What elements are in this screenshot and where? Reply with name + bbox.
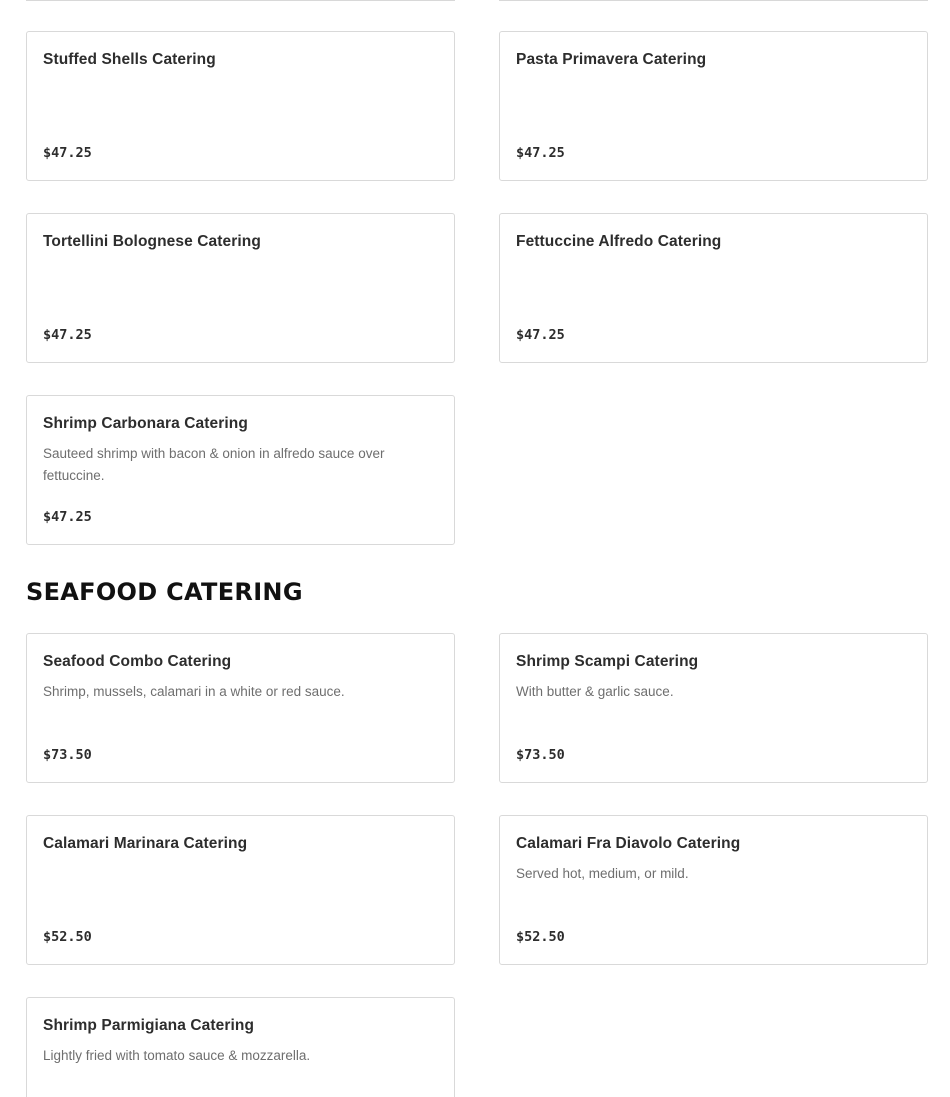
menu-item-description: Shrimp, mussels, calamari in a white or red sauce. (43, 684, 345, 699)
menu-item-price: $47.25 (516, 145, 565, 161)
menu-item-price: $47.25 (43, 327, 92, 343)
menu-item-name: Shrimp Scampi Catering (516, 653, 699, 670)
section-title-seafood: SEAFOOD CATERING (26, 578, 303, 606)
menu-item-card-stuffed-shells[interactable] (26, 31, 455, 181)
menu-item-name: Shrimp Parmigiana Catering (43, 1017, 255, 1034)
menu-item-card-calamari-marinara[interactable] (26, 815, 455, 965)
menu-item-name: Pasta Primavera Catering (516, 51, 707, 68)
menu-item-price: $73.50 (516, 747, 565, 763)
menu-item-price: $47.25 (516, 327, 565, 343)
divider (499, 0, 928, 1)
menu-item-card-tortellini-bolognese[interactable] (26, 213, 455, 363)
menu-item-card-seafood-combo[interactable] (26, 633, 455, 783)
menu-item-description: Lightly fried with tomato sauce & mozzarella. (43, 1048, 311, 1063)
menu-item-price: $52.50 (43, 929, 92, 945)
menu-item-card-fettuccine-alfredo[interactable] (499, 213, 928, 363)
menu-item-description: Served hot, medium, or mild. (516, 866, 689, 881)
menu-item-card-shrimp-parmigiana[interactable] (26, 997, 455, 1097)
menu-item-card-pasta-primavera[interactable] (499, 31, 928, 181)
menu-item-description: With butter & garlic sauce. (516, 684, 674, 699)
menu-item-name: Fettuccine Alfredo Catering (516, 233, 722, 250)
menu-item-card-shrimp-scampi[interactable] (499, 633, 928, 783)
menu-item-description: Sauteed shrimp with bacon & onion in alfredo sauce over fettuccine. (43, 446, 385, 483)
menu-item-name: Calamari Marinara Catering (43, 835, 248, 852)
menu-item-card-calamari-fra-diavolo[interactable] (499, 815, 928, 965)
menu-item-price: $52.50 (516, 929, 565, 945)
menu-item-name: Tortellini Bolognese Catering (43, 233, 261, 250)
menu-item-name: Shrimp Carbonara Catering (43, 415, 248, 432)
menu-item-price: $47.25 (43, 509, 92, 525)
divider (26, 0, 455, 1)
menu-item-name: Stuffed Shells Catering (43, 51, 216, 68)
menu-item-name: Calamari Fra Diavolo Catering (516, 835, 741, 852)
menu-item-price: $73.50 (43, 747, 92, 763)
menu-item-card-shrimp-carbonara[interactable] (26, 395, 455, 545)
menu-item-price: $47.25 (43, 145, 92, 161)
menu-item-name: Seafood Combo Catering (43, 653, 232, 670)
